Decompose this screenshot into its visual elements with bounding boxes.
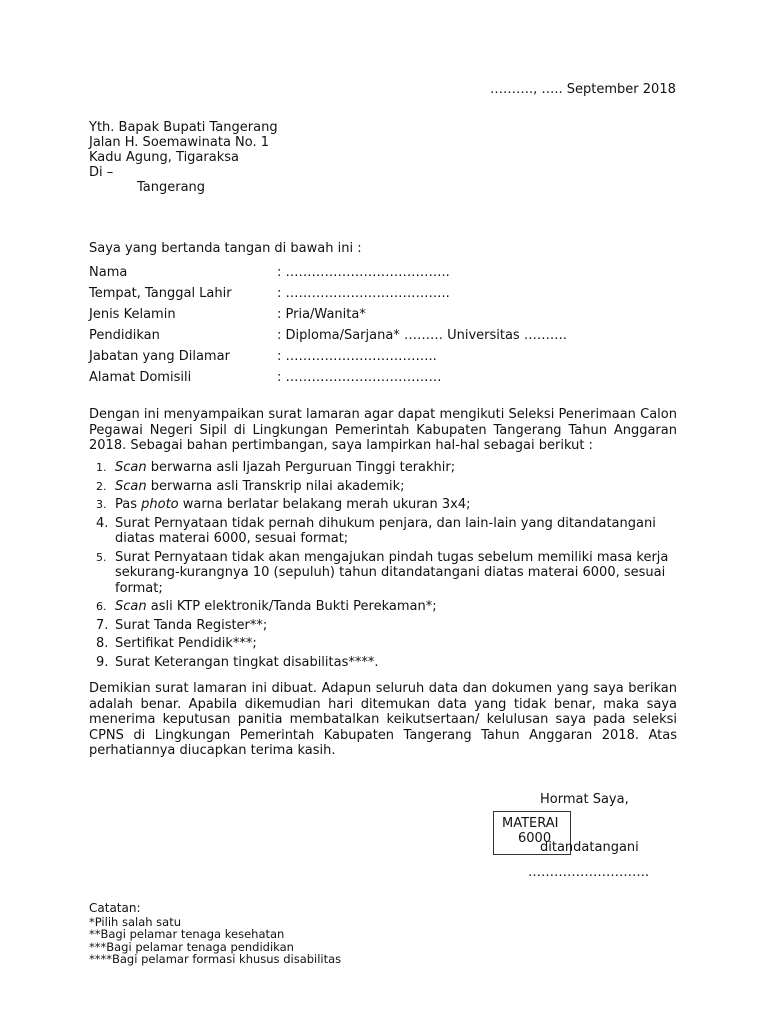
closing-salutation: Hormat Saya, [540, 792, 629, 807]
field-value: : ……………………………….. [277, 286, 450, 301]
paragraph-request: Dengan ini menyampaikan surat lamaran agar dapat mengikuti Seleksi Penerimaan Calon Pegawai Negeri Sipil di Lingkungan Pemerintah Kabupaten Tangerang Tahun Anggaran 2018. Sebagai bahan pertimbangan, saya lampirkan hal-hal sebagai berikut : [89, 407, 677, 453]
field-value: : Diploma/Sarjana* ……… Universitas ………. [277, 328, 567, 343]
list-text: Surat Pernyataan tidak pernah dihukum penjara, dan lain-lain yang ditandatangani diatas materai 6000, sesuai format; [115, 515, 656, 546]
field-label: Jenis Kelamin [89, 307, 176, 322]
list-number: 3. [96, 498, 107, 511]
intro-line: Saya yang bertanda tangan di bawah ini : [89, 241, 362, 256]
note-item: **Bagi pelamar tenaga kesehatan [89, 927, 285, 941]
list-text: Sertifikat Pendidik***; [115, 636, 257, 651]
note-item: *Pilih salah satu [89, 914, 182, 929]
list-item [89, 516, 679, 547]
list-item [89, 636, 679, 652]
attachment-list [89, 460, 679, 673]
recipient-address [89, 120, 278, 195]
field-value: : …………………………….. [277, 349, 437, 364]
italic-term: Scan [115, 460, 147, 475]
list-text: berwarna asli Transkrip nilai akademik; [146, 478, 405, 494]
field-label: Nama [89, 265, 128, 280]
list-item [89, 618, 679, 634]
signed-note: ditandatangani [540, 840, 639, 855]
field-value: : Pria/Wanita* [277, 307, 366, 322]
italic-term: Scan [115, 599, 147, 614]
recipient-city: Tangerang [137, 180, 206, 195]
recipient-line: Jalan H. Soemawinata No. 1 [89, 135, 270, 150]
list-text: Surat Keterangan tingkat disabilitas****. [115, 654, 379, 670]
list-item [89, 655, 679, 671]
list-text: Surat Tanda Register**; [115, 617, 268, 633]
notes-heading: Catatan: [89, 901, 141, 915]
field-label: Jabatan yang Dilamar [89, 349, 230, 364]
list-number: 4. [96, 515, 109, 531]
list-number: 5. [96, 550, 107, 564]
list-item [89, 550, 679, 597]
field-value: : ……………………………… [277, 370, 442, 385]
field-label: Pendidikan [89, 328, 160, 343]
notes-section [89, 902, 341, 966]
list-number: 2. [96, 479, 107, 493]
list-number: 8. [96, 636, 109, 651]
list-item [89, 479, 679, 495]
list-item [89, 497, 679, 513]
italic-term: Scan [115, 478, 147, 494]
list-number: 9. [96, 654, 109, 670]
stamp-label: MATERAI [502, 816, 559, 831]
recipient-line: Di – [89, 165, 114, 180]
note-item: ***Bagi pelamar tenaga pendidikan [89, 939, 294, 954]
list-text: Surat Pernyataan tidak akan mengajukan pindah tugas sebelum memiliki masa kerja sekurang-kurangnya 10 (sepuluh) tahun ditandatangani diatas materai 6000, sesuai format; [115, 549, 669, 596]
list-item [89, 599, 679, 615]
signature-line: ………………………. [528, 865, 650, 880]
list-number: 7. [96, 617, 109, 633]
list-text: asli KTP elektronik/Tanda Bukti Perekaman*; [146, 599, 437, 614]
field-label: Alamat Domisili [89, 370, 192, 385]
italic-term: photo [141, 497, 179, 512]
list-number: 1. [96, 461, 107, 474]
field-value: : ……………………………….. [277, 265, 450, 280]
list-text-prefix: Pas [115, 497, 142, 512]
recipient-line: Kadu Agung, Tigaraksa [89, 150, 239, 165]
recipient-line: Yth. Bapak Bupati Tangerang [89, 120, 278, 135]
list-text: berwarna asli Ijazah Perguruan Tinggi terakhir; [146, 460, 456, 475]
field-label: Tempat, Tanggal Lahir [89, 286, 232, 301]
list-number: 6. [96, 600, 107, 613]
list-item [89, 460, 679, 476]
paragraph-closing: Demikian surat lamaran ini dibuat. Adapun seluruh data dan dokumen yang saya berikan adalah benar. Apabila dikemudian hari ditemukan data yang tidak benar, maka saya menerima keputusan panitia membatalkan keikutsertaan/ kelulusan saya pada seleksi CPNS di Lingkungan Pemerintah Kabupaten Tangerang Tahun Anggaran 2018. Atas perhatiannya diucapkan terima kasih. [89, 681, 677, 758]
list-text: warna berlatar belakang merah ukuran 3x4; [178, 497, 471, 512]
date-line: ………., ….. September 2018 [490, 82, 676, 97]
stamp-value: 6000 [518, 831, 552, 846]
note-item: ****Bagi pelamar formasi khusus disabilitas [89, 952, 342, 966]
